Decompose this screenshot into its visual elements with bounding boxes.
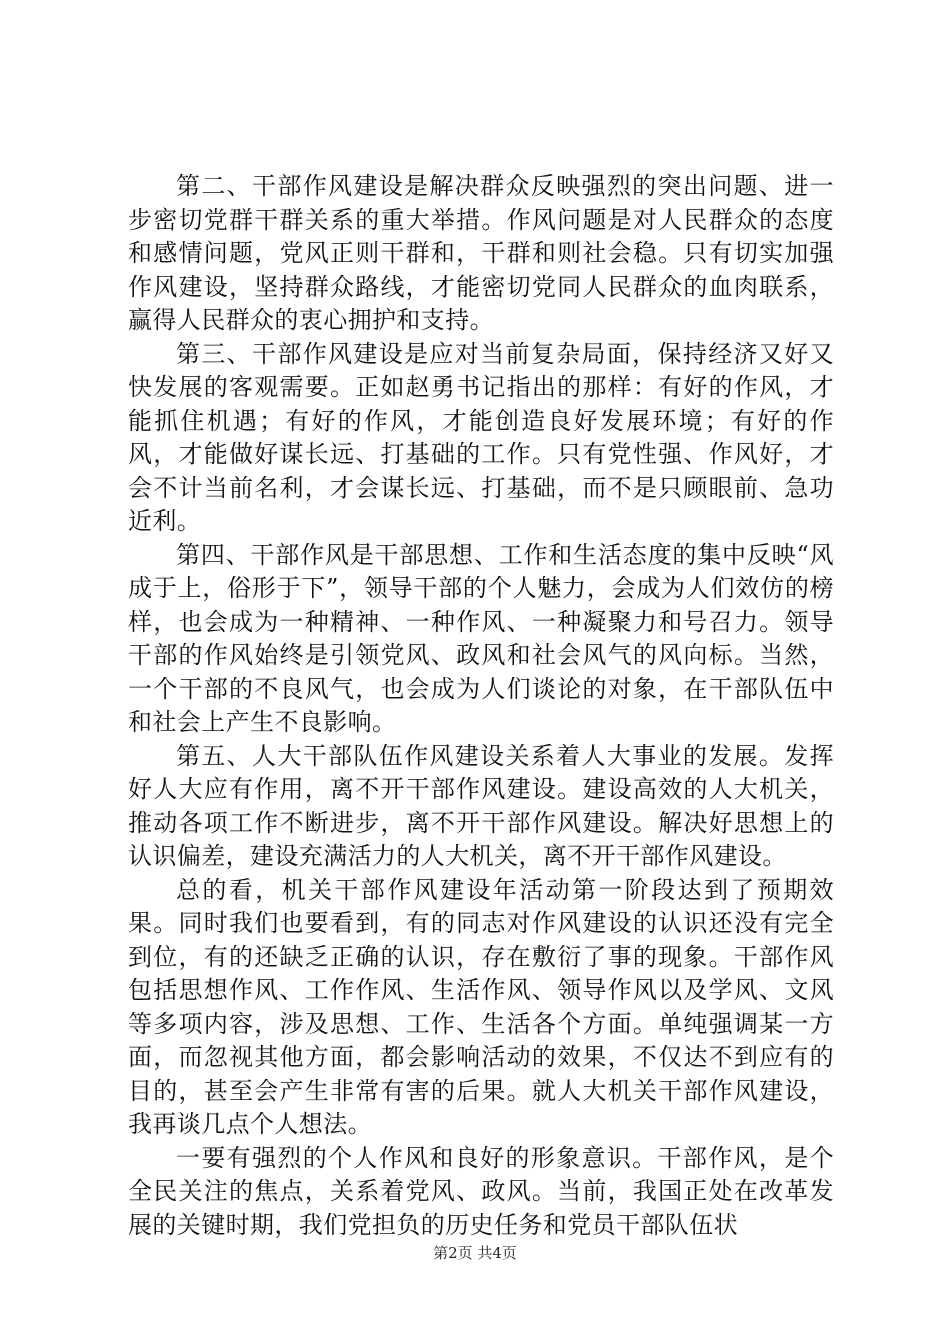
paragraph-first-suggestion: 一要有强烈的个人作风和良好的形象意识。干部作风，是个全民关注的焦点，关系着党风、政风。当前，我国正处在改革发展的关键时期，我们党担负的历史任务和党员干部队伍状 bbox=[128, 1143, 834, 1239]
document-body bbox=[128, 170, 834, 1242]
paragraph-summary: 总的看，机关干部作风建设年活动第一阶段达到了预期效果。同时我们也要看到，有的同志对作风建设的认识还没有完全到位，有的还缺乏正确的认识，存在敷衍了事的现象。干部作风包括思想作风、工作作风、生活作风、领导作风以及学风、文风等多项内容，涉及思想、工作、生活各个方面。单纯强调某一方面，而忽视其他方面，都会影响活动的效果，不仅达不到应有的目的，甚至会产生非常有害的后果。就人大机关干部作风建设，我再谈几点个人想法。 bbox=[128, 875, 834, 1138]
paragraph-second-point: 第二、干部作风建设是解决群众反映强烈的突出问题、进一步密切党群干群关系的重大举措。作风问题是对人民群众的态度和感情问题，党风正则干群和，干群和则社会稳。只有切实加强作风建设，坚持群众路线，才能密切党同人民群众的血肉联系，赢得人民群众的衷心拥护和支持。 bbox=[128, 172, 834, 334]
page-number-footer: 第2页 共4页 bbox=[433, 1244, 517, 1262]
paragraph-fourth-point: 第四、干部作风是干部思想、工作和生活态度的集中反映“风成于上，俗形于下”，领导干部的个人魅力，会成为人们效仿的榜样，也会成为一种精神、一种作风、一种凝聚力和号召力。领导干部的作风始终是引领党风、政风和社会风气的风向标。当然，一个干部的不良风气，也会成为人们谈论的对象，在干部队伍中和社会上产生不良影响。 bbox=[128, 540, 834, 736]
paragraph-third-point: 第三、干部作风建设是应对当前复杂局面，保持经济又好又快发展的客观需要。正如赵勇书记指出的那样：有好的作风，才能抓住机遇；有好的作风，才能创造良好发展环境；有好的作风，才能做好谋长远、打基础的工作。只有党性强、作风好，才会不计当前名利，才会谋长远、打基础，而不是只顾眼前、急功近利。 bbox=[128, 339, 834, 535]
paragraph-fifth-point: 第五、人大干部队伍作风建设关系着人大事业的发展。发挥好人大应有作用，离不开干部作风建设。建设高效的人大机关，推动各项工作不断进步，离不开干部作风建设。解决好思想上的认识偏差，建设充满活力的人大机关，离不开干部作风建设。 bbox=[128, 741, 834, 870]
